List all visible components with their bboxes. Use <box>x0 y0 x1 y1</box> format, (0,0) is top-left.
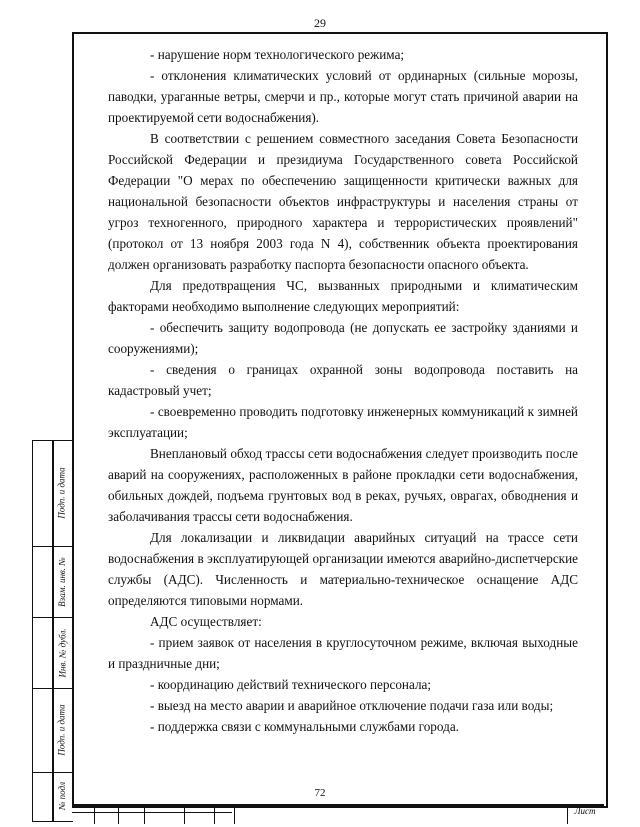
paragraph: АДС осуществляет: <box>150 614 262 629</box>
stamp-sheet-label: Лист <box>574 806 596 816</box>
paragraph: - обеспечить защиту водопровода (не допускать ее застройку зданиями и сооружениями); <box>108 320 578 356</box>
document-body <box>108 44 578 737</box>
side-label-podp-data-2: Подп. и дата <box>57 704 68 756</box>
stamp-cell <box>94 806 119 824</box>
paragraph: В соответствии с решением совместного заседания Совета Безопасности Российской Федерации и президиума Государственного совета Российской Федерации "О мерах по обеспечению защищенности критически важных для национальной безопасности объектов инфраструктуры и населения страны от угроз техногенного, природного характера и террористических проявлений" (протокол от 13 ноября 2003 года N 4), собственник объекта проектирования должен организовать разработку паспорта безопасности опасного объекта. <box>108 131 578 272</box>
paragraph: - прием заявок от населения в круглосуточном режиме, включая выходные и праздничные дни; <box>108 635 578 671</box>
paragraph: Для локализации и ликвидации аварийных ситуаций на трассе сети водоснабжения в эксплуатирующей организации имеются аварийно-диспетчерские службы (АДС). Численность и материально-техническое оснащение АДС определяются типовыми нормами. <box>108 530 578 608</box>
stamp-cell <box>118 806 145 824</box>
page-number-bottom: 72 <box>314 787 326 799</box>
paragraph: - поддержка связи с коммунальными службами города. <box>150 719 459 734</box>
stamp-cell <box>214 806 235 824</box>
stamp-cell <box>184 806 215 824</box>
paragraph: Для предотвращения ЧС, вызванных природными и климатическим факторами необходимо выполнение следующих мероприятий: <box>108 278 578 314</box>
paragraph: - своевременно проводить подготовку инженерных коммуникаций к зимней эксплуатации; <box>108 404 578 440</box>
side-stamp-fields <box>32 440 54 822</box>
bottom-stamp <box>72 804 604 824</box>
stamp-cell <box>72 806 95 824</box>
stamp-cell <box>144 806 185 824</box>
stamp-row-line <box>72 812 232 813</box>
side-label-podp-data: Подп. и дата <box>57 467 68 519</box>
side-label-inv-podl: № подл <box>57 781 68 811</box>
side-label-vzam-inv: Взам. инв. № <box>57 556 67 607</box>
paragraph: - координацию действий технического персонала; <box>150 677 432 692</box>
paragraph: - выезд на место аварии и аварийное отключение подачи газа или воды; <box>150 698 554 713</box>
paragraph: - отклонения климатических условий от ординарных (сильные морозы, паводки, ураганные ветры, смерчи и пр., которые могут стать причиной аварии на проектируемой сети водоснабжения). <box>108 68 578 125</box>
paragraph: - нарушение норм технологического режима; <box>150 47 405 62</box>
side-label-inv-dubl: Инв. № дубл. <box>57 627 68 678</box>
paragraph: Внеплановый обход трассы сети водоснабжения следует производить после аварий на сооружениях, расположенных в районе прокладки сети водоснабжения, обильных дождей, подъема грунтовых вод в реках, ручьях, оврагах, обводнения и заболачивания трассы сети водоснабжения. <box>108 446 578 524</box>
page-number-top: 29 <box>314 16 326 30</box>
paragraph: - сведения о границах охранной зоны водопровода поставить на кадастровый учет; <box>108 362 578 398</box>
